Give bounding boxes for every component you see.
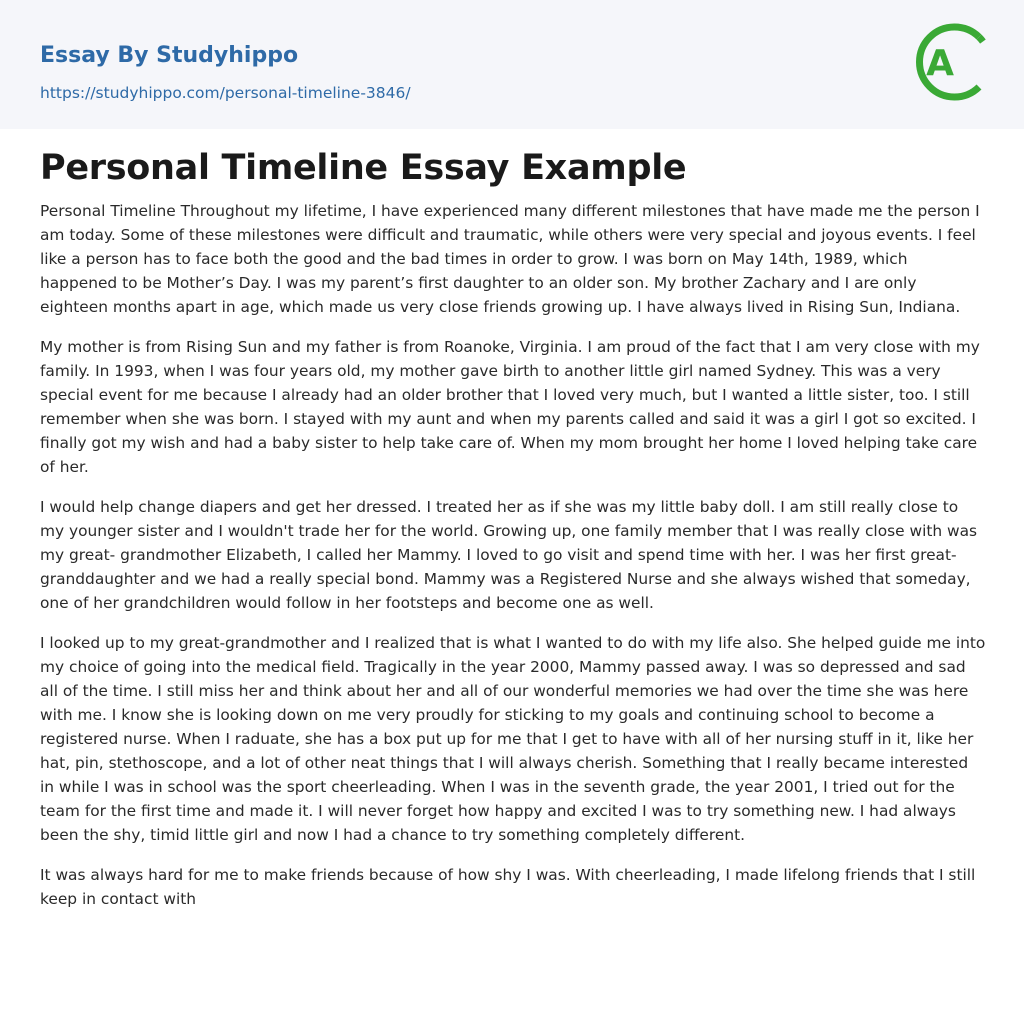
- essay-paragraph: My mother is from Rising Sun and my father is from Roanoke, Virginia. I am proud of the fact that I am very close with my family. In 1993, when I was four years old, my mother gave birth to another little girl named Sydney. This was a very special event for me because I already had an older brother that I loved very much, but I wanted a little sister, too. I still remember when she was born. I stayed with my aunt and when my parents called and said it was a girl I got so excited. I finally got my wish and had a baby sister to help take care of. When my mom brought her home I loved helping take care of her.: [40, 338, 980, 476]
- page-title: Personal Timeline Essay Example: [40, 148, 687, 188]
- site-header: [0, 0, 1024, 129]
- essay-paragraph: I looked up to my great-grandmother and I realized that is what I wanted to do with my life also. She helped guide me into my choice of going into the medical field. Tragically in the year 2000, Mammy passed away. I was so depressed and sad all of the time. I still miss her and think about her and all of our wonderful memories we had over the time she was here with me. I know she is looking down on me very proudly for sticking to my goals and continuing school to become a registered nurse. When I raduate, she has a box put up for me that I get to have with all of her nursing stuff in it, like her hat, pin, stethoscope, and a lot of other neat things that I will always cherish. Something that I really became interested in while I was in school was the sport cheerleading. When I was in the seventh grade, the year 2001, I tried out for the team for the first time and made it. I will never forget how happy and excited I was to try something new. I had always been the shy, timid little girl and now I had a chance to try something completely different.: [40, 634, 986, 844]
- logo-letter: A: [926, 43, 954, 84]
- essay-content: [0, 146, 1024, 911]
- site-title: Essay By Studyhippo: [40, 43, 299, 68]
- essay-paragraph: It was always hard for me to make friends because of how shy I was. With cheerleading, I made lifelong friends that I still keep in contact with: [40, 866, 976, 908]
- essay-paragraph: I would help change diapers and get her dressed. I treated her as if she was my little baby doll. I am still really close to my younger sister and I wouldn't trade her for the world. Growing up, one family member that I was really close with was my great- grandmother Elizabeth, I called her Mammy. I loved to go visit and spend time with her. I was her first great-granddaughter and we had a really special bond. Mammy was a Registered Nurse and she always wished that someday, one of her grandchildren would follow in her footsteps and become one as well.: [40, 498, 978, 612]
- source-url-link[interactable]: https://studyhippo.com/personal-timeline-3846/: [40, 84, 411, 102]
- studyhippo-logo-icon: [907, 18, 991, 106]
- essay-paragraph: Personal Timeline Throughout my lifetime, I have experienced many different milestones that have made me the person I am today. Some of these milestones were difficult and traumatic, while others were very special and joyous events. I feel like a person has to face both the good and the bad times in order to grow. I was born on May 14th, 1989, which happened to be Mother’s Day. I was my parent’s first daughter to an older son. My brother Zachary and I are only eighteen months apart in age, which made us very close friends growing up. I have always lived in Rising Sun, Indiana.: [40, 202, 980, 316]
